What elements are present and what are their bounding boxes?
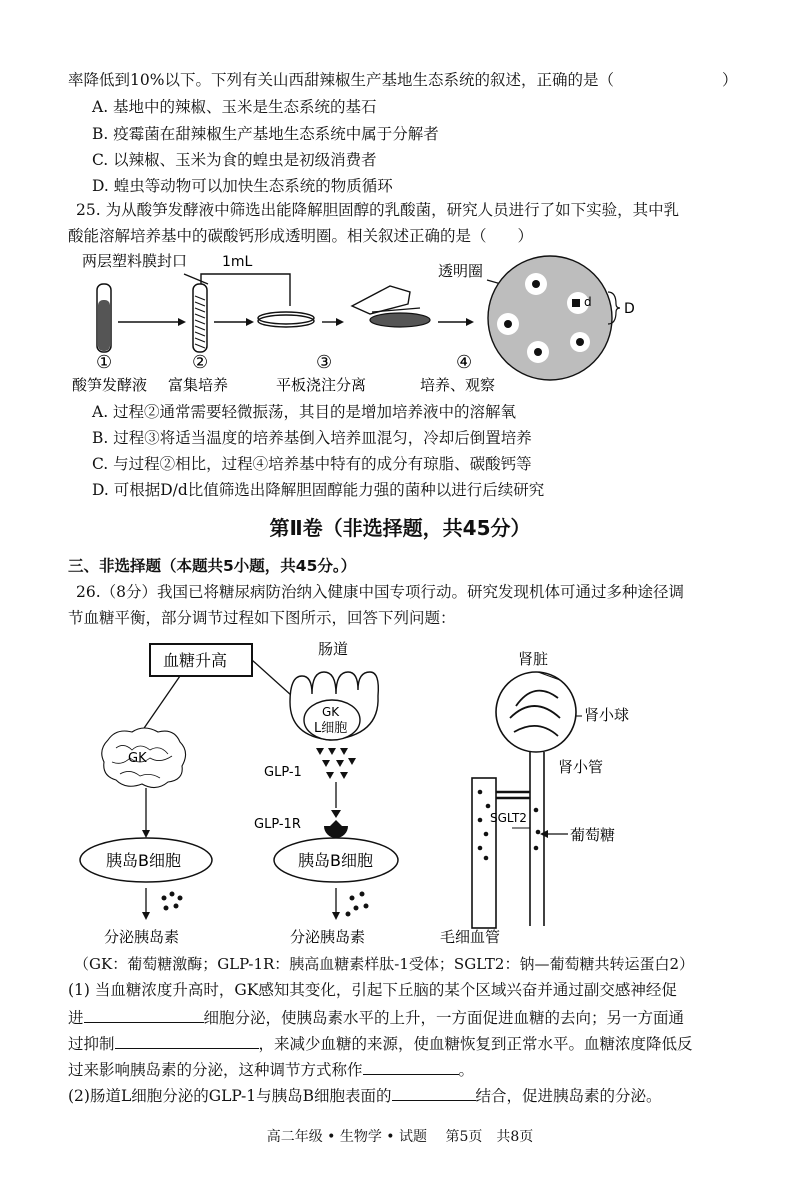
answer-blank-1[interactable]	[84, 1006, 204, 1023]
q26-p1-line4-end: 。	[458, 1061, 475, 1079]
glomerulus-icon	[496, 672, 576, 752]
step-4-number: ④	[456, 352, 473, 373]
volume-label: 1mL	[222, 254, 253, 270]
beta-cell-right-label: 胰岛B细胞	[298, 851, 373, 870]
glp1r-label: GLP-1R	[254, 817, 301, 832]
q25-figure	[60, 248, 680, 398]
q24-stem-text: 率降低到10%以下。下列有关山西甜辣椒生产基地生态系统的叙述，正确的是（	[68, 71, 614, 89]
kidney-label: 肾脏	[518, 650, 549, 668]
answer-blank-3[interactable]	[363, 1058, 459, 1075]
seal-label: 两层塑料膜封口	[82, 252, 188, 270]
answer-blank-2[interactable]	[115, 1032, 259, 1049]
q26-p1-line1: (1) 当血糖浓度升高时，GK感知其变化，引起下丘脑的某个区域兴奋并通过副交感神经促	[68, 981, 677, 999]
sglt2-transporter-icon	[496, 792, 530, 798]
q25-stem-line1: 25. 为从酸笋发酵液中筛选出能降解胆固醇的乳酸菌，研究人员进行了如下实验，其中乳	[76, 201, 680, 219]
q26-p1-line4-start: 过来影响胰岛素的分泌，这种调节方式称作	[68, 1061, 363, 1079]
section-heading: 三、非选择题（本题共5小题，共45分。）	[68, 557, 357, 575]
page-footer: 高二年级 • 生物学 • 试题 第5页 共8页	[266, 1129, 534, 1145]
trigger-label: 血糖升高	[163, 651, 228, 670]
q26-p1-line3-start: 过抑制	[68, 1035, 115, 1053]
capillary-icon	[472, 778, 496, 928]
tubule-glucose-dots-icon	[534, 808, 541, 851]
q24-option-d: D. 蝗虫等动物可以加快生态系统的物质循环	[92, 177, 393, 195]
q25-option-a: A. 过程②通常需要轻微振荡，其目的是增加培养液中的溶解氧	[92, 403, 517, 421]
big-D-label: D	[624, 301, 635, 317]
colony-plate-icon	[488, 256, 612, 380]
step-1-label: 酸笋发酵液	[72, 376, 148, 394]
answer-blank-4[interactable]	[392, 1084, 476, 1101]
gk-l-cell-label: GK	[322, 705, 340, 719]
fermentation-tube-icon	[97, 284, 111, 352]
glp1-label: GLP-1	[264, 765, 302, 780]
q26-p1-line3-end: ，来减少血糖的来源，使血糖恢复到正常水平。血糖浓度降低反	[258, 1035, 693, 1053]
petri-dish-icon	[258, 312, 314, 327]
insulin-dots-left-icon	[162, 892, 183, 911]
q26-p2	[68, 1084, 662, 1106]
glomerulus-label: 肾小球	[584, 706, 630, 724]
insulin-dots-right-icon	[346, 892, 369, 917]
beta-cell-left-label: 胰岛B细胞	[106, 851, 181, 870]
q26-p1-line4	[68, 1058, 474, 1080]
q25-option-d: D. 可根据D/d比值筛选出降解胆固醇能力强的菌种以进行后续研究	[92, 481, 545, 499]
tubule-label: 肾小管	[558, 758, 604, 776]
pouring-flask-icon	[352, 286, 430, 327]
step-1-number: ①	[96, 352, 113, 373]
gut-label: 肠道	[318, 640, 349, 658]
q26-legend: （GK：葡萄糖激酶；GLP-1R：胰高血糖素样肽-1受体；SGLT2：钠—葡萄糖共转运蛋白2）	[74, 955, 695, 973]
glp1r-receptor-icon	[324, 820, 348, 838]
step-2-label: 富集培养	[168, 376, 229, 394]
section-title: 第Ⅱ卷（非选择题，共45分）	[269, 516, 531, 540]
small-d-label: d	[584, 295, 592, 309]
q26-p2-start: (2)肠道L细胞分泌的GLP-1与胰岛B细胞表面的	[68, 1087, 392, 1105]
q25-stem-line2: 酸能溶解培养基中的碳酸钙形成透明圈。相关叙述正确的是（ ）	[68, 227, 534, 245]
renal-tubule-icon	[530, 752, 544, 926]
step-3-number: ③	[316, 352, 333, 373]
capillary-label: 毛细血管	[440, 928, 501, 946]
q24-paren-close: ）	[722, 71, 738, 89]
step-3-label: 平板浇注分离	[276, 376, 367, 394]
q26-p1-line2-end: 细胞分泌，使胰岛素水平的上升，一方面促进血糖的去向；另一方面通	[203, 1009, 685, 1027]
q26-stem-line2: 节血糖平衡，部分调节过程如下图所示，回答下列问题：	[68, 609, 456, 627]
q26-p1-line2-start: 进	[68, 1009, 84, 1027]
glp1-triangles-icon	[316, 748, 356, 779]
q26-figure	[60, 636, 710, 948]
sglt2-label: SGLT2	[490, 811, 527, 825]
q26-p2-end: 结合，促进胰岛素的分泌。	[475, 1087, 662, 1105]
secrete-right-label: 分泌胰岛素	[290, 928, 366, 946]
q24-option-a: A. 基地中的辣椒、玉米是生态系统的基石	[92, 98, 377, 116]
l-cell-label: L细胞	[314, 721, 348, 736]
halo-label: 透明圈	[438, 262, 484, 280]
q25-option-b: B. 过程③将适当温度的培养基倒入培养皿混匀，冷却后倒置培养	[92, 429, 532, 447]
q26-stem-line1: 26.（8分）我国已将糖尿病防治纳入健康中国专项行动。研究发现机体可通过多种途径调	[76, 583, 685, 601]
q24-option-c: C. 以辣椒、玉米为食的蝗虫是初级消费者	[92, 151, 377, 169]
glucose-label: 葡萄糖	[570, 826, 616, 844]
gk-brain-label: GK	[128, 751, 147, 766]
q25-option-c: C. 与过程②相比，过程④培养基中特有的成分有琼脂、碳酸钙等	[92, 455, 532, 473]
step-4-label: 培养、观察	[420, 376, 496, 394]
q26-p1-line3	[68, 1032, 693, 1054]
secrete-left-label: 分泌胰岛素	[104, 928, 180, 946]
q26-p1-line2	[68, 1006, 684, 1028]
q24-option-b: B. 疫霉菌在甜辣椒生产基地生态系统中属于分解者	[92, 125, 439, 143]
step-2-number: ②	[192, 352, 209, 373]
q24-stem	[68, 70, 614, 90]
